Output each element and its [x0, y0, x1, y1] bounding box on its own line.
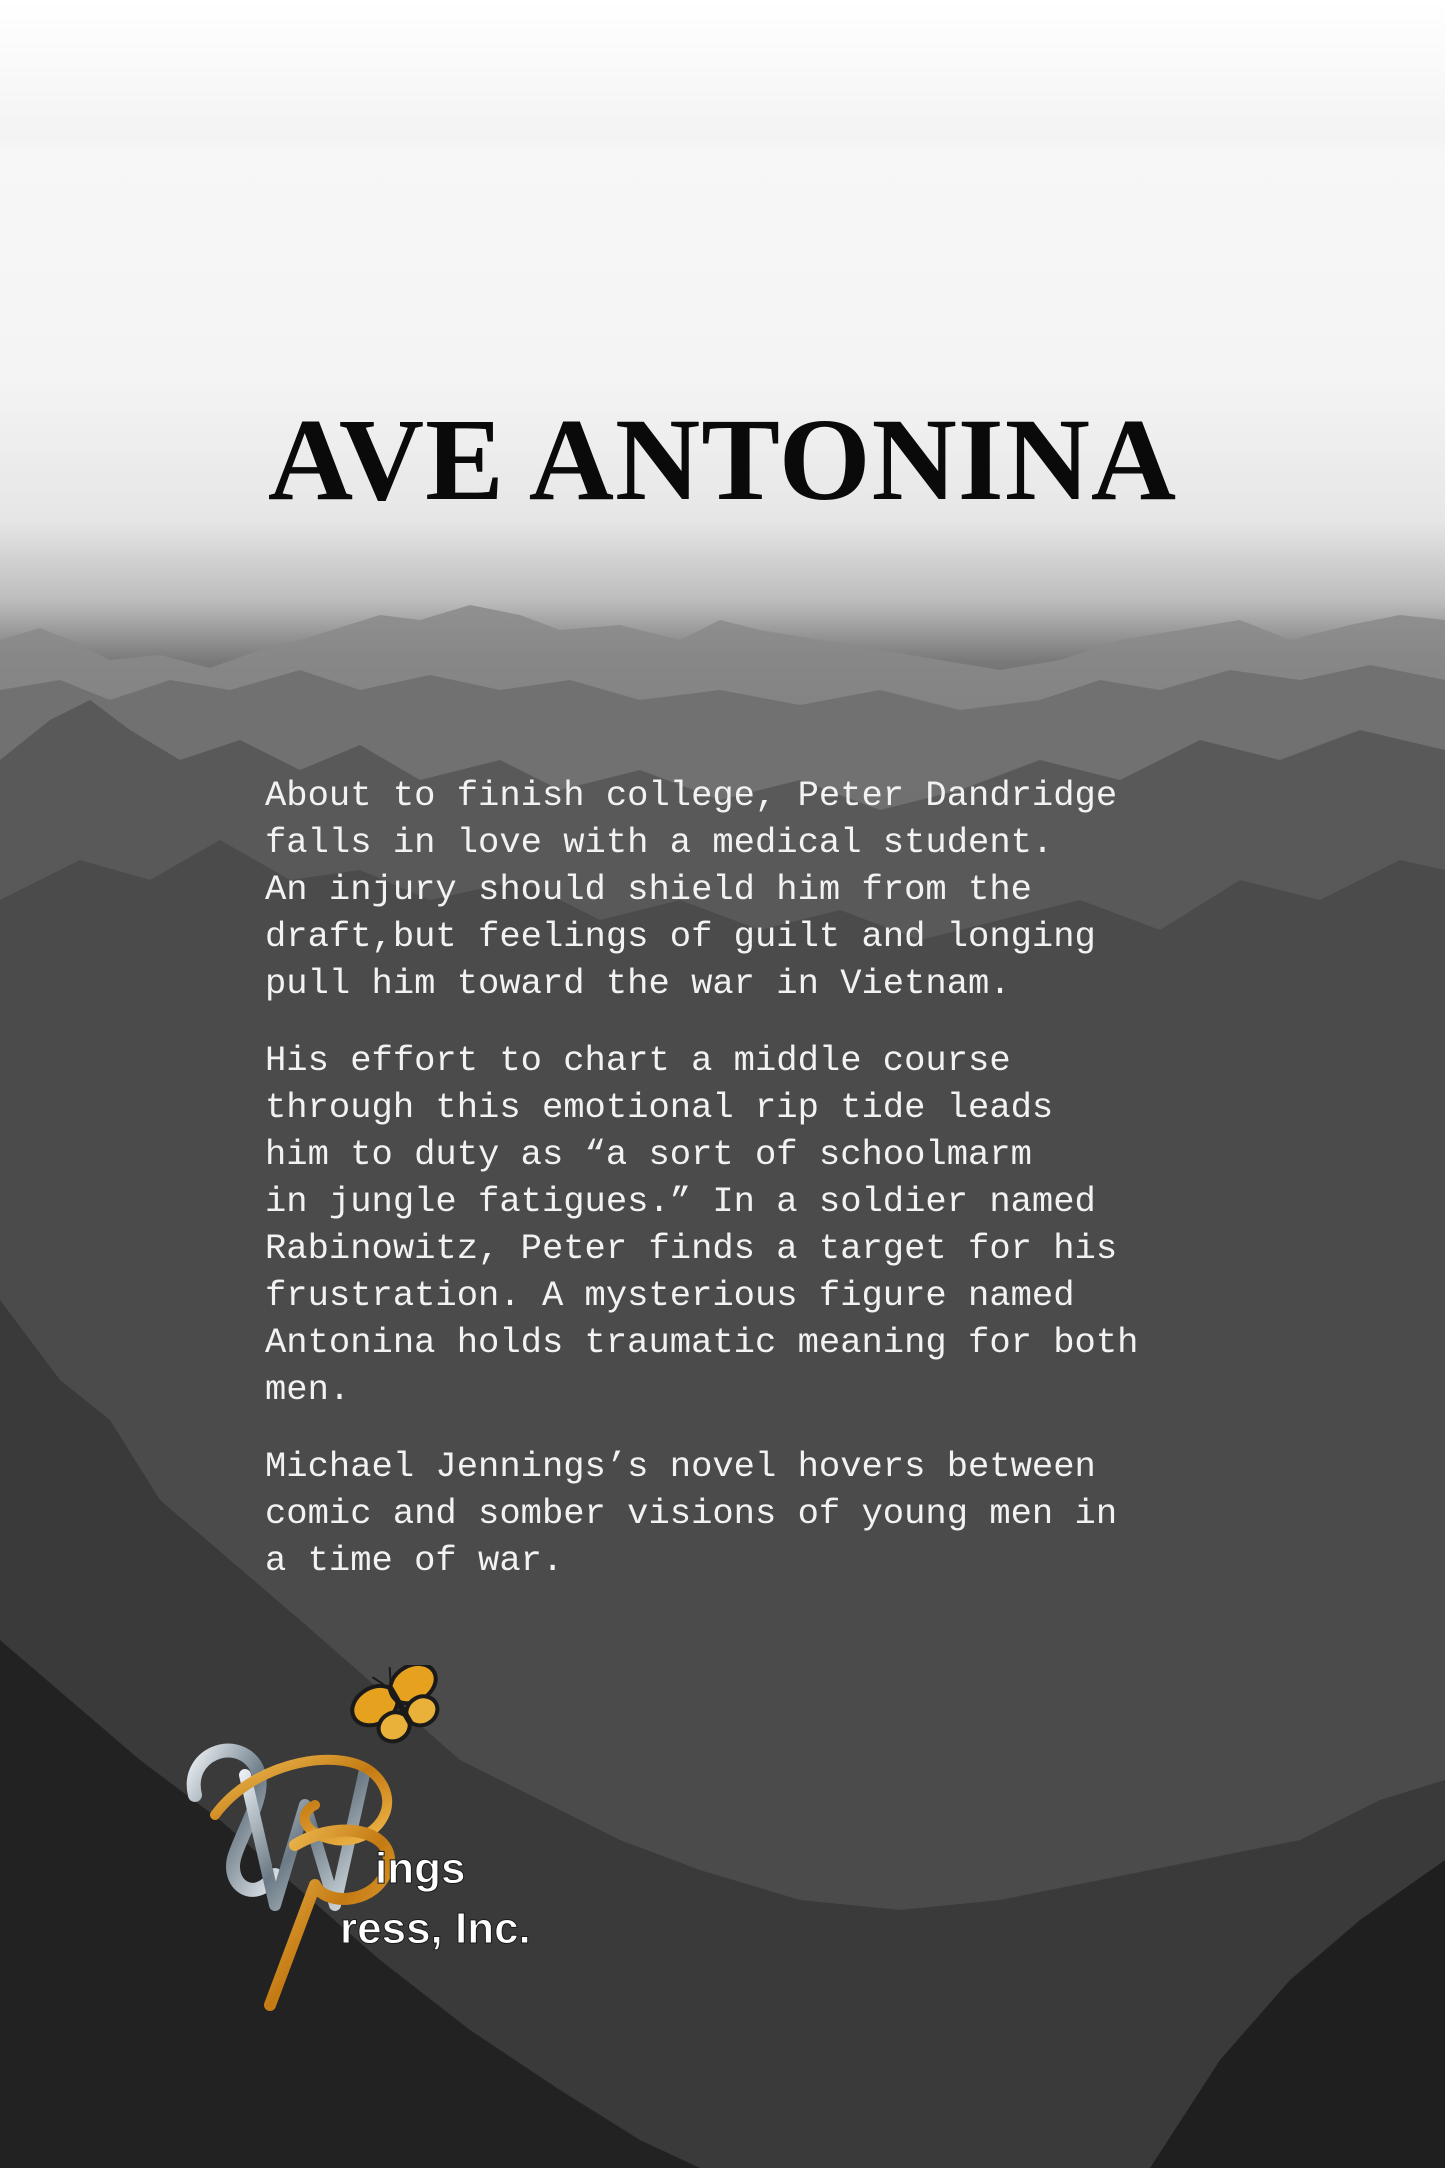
book-blurb	[265, 772, 1245, 1614]
blurb-paragraph: His effort to chart a middle course through this emotional rip tide leads him to duty as “a sort of schoolmarm in jungle fatigues.” In a soldier named Rabinowitz, Peter finds a target for his frustration. A mysterious figure named Antonina holds traumatic meaning for both men.	[265, 1040, 1139, 1410]
blurb-paragraph: About to finish college, Peter Dandridge falls in love with a medical student. An injury should shield him from the draft,but feelings of guilt and longing pull him toward the war in Vietnam.	[265, 775, 1118, 1004]
svg-text:ress, Inc.: ress, Inc.	[340, 1904, 531, 1953]
wings-press-monogram	[194, 1751, 531, 2005]
butterfly-icon	[341, 1665, 455, 1754]
blurb-paragraph: Michael Jennings’s novel hovers between comic and somber visions of young men in a time of war.	[265, 1446, 1118, 1581]
book-title: AVE ANTONINA	[267, 394, 1178, 525]
svg-text:ings: ings	[375, 1844, 466, 1893]
publisher-logo	[175, 1665, 555, 2015]
